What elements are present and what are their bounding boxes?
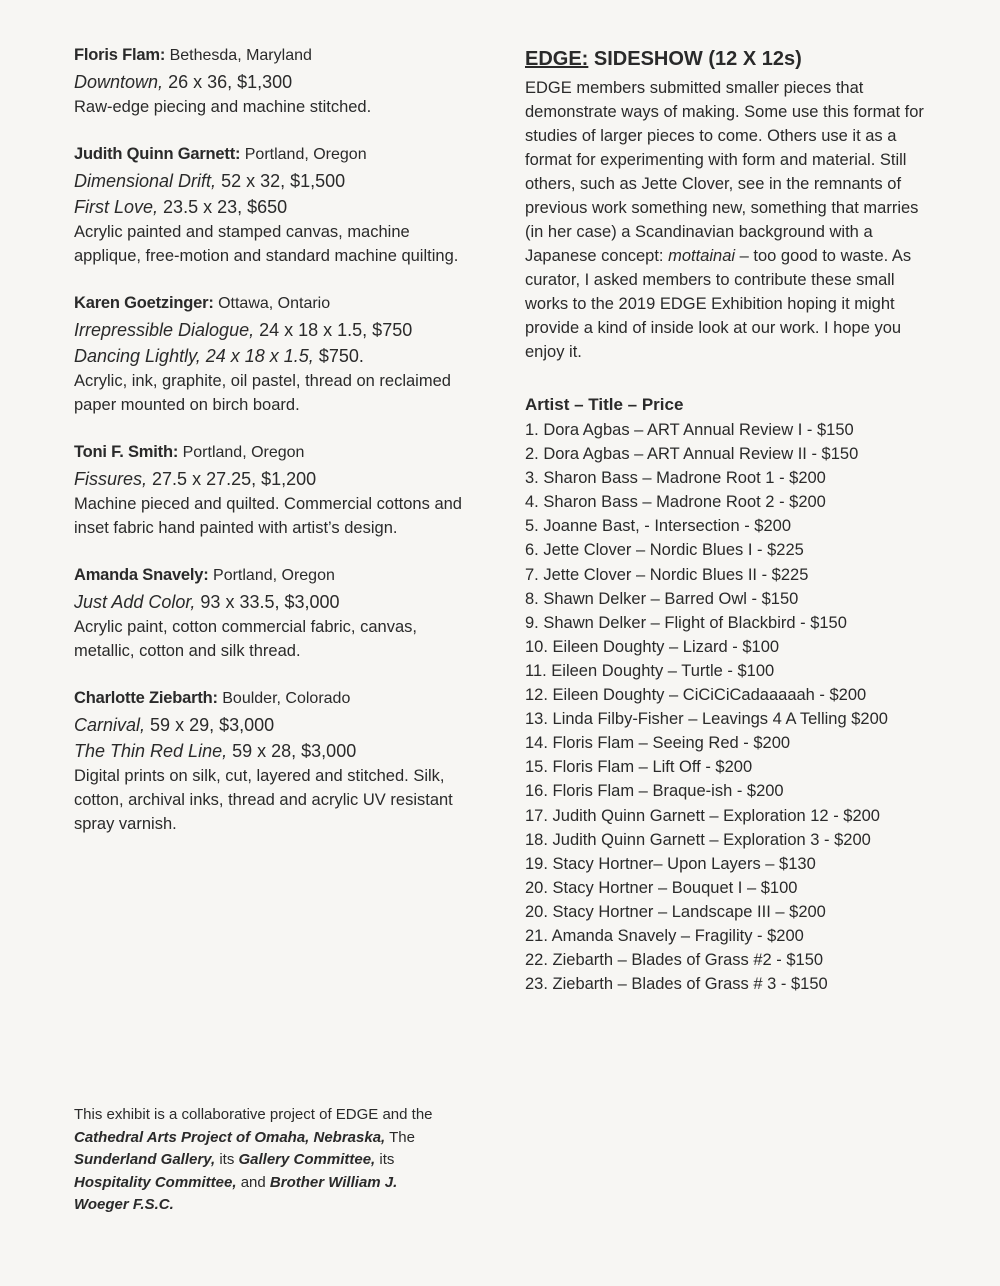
list-item: 22. Ziebarth – Blades of Grass #2 - $150 bbox=[525, 951, 824, 970]
intro-italic-term: mottainai bbox=[668, 247, 736, 265]
artwork-line bbox=[74, 194, 474, 220]
artist-name: Karen Goetzinger: bbox=[74, 294, 214, 312]
artwork-title: Downtown, bbox=[74, 72, 164, 92]
artist-name: Toni F. Smith: bbox=[74, 443, 179, 461]
list-item: 20. Stacy Hortner – Landscape III – $200 bbox=[525, 902, 826, 921]
artwork-title: Dancing Lightly, 24 x 18 x 1.5, bbox=[74, 346, 314, 366]
artwork-line bbox=[74, 168, 474, 194]
list-item: 11. Eileen Doughty – Turtle - $100 bbox=[525, 661, 775, 680]
artwork-title: The Thin Red Line, bbox=[74, 741, 228, 761]
artist-entry bbox=[74, 439, 474, 540]
artwork-line bbox=[74, 466, 474, 492]
artist-location: Boulder, Colorado bbox=[222, 690, 351, 707]
artwork-title: First Love, bbox=[74, 197, 159, 217]
list-item: 16. Floris Flam – Braque-ish - $200 bbox=[525, 782, 784, 801]
artwork-details: 93 x 33.5, $3,000 bbox=[200, 592, 340, 612]
artist-entry bbox=[74, 685, 474, 836]
artist-entry bbox=[74, 290, 474, 417]
list-item: 13. Linda Filby-Fisher – Leavings 4 A Telling $200 bbox=[525, 710, 888, 729]
list-item: 23. Ziebarth – Blades of Grass # 3 - $150 bbox=[525, 975, 828, 994]
artist-entry bbox=[74, 562, 474, 663]
artwork-title: Irrepressible Dialogue, bbox=[74, 320, 255, 340]
artwork-details: 52 x 32, $1,500 bbox=[221, 171, 346, 191]
list-item: 15. Floris Flam – Lift Off - $200 bbox=[525, 758, 753, 777]
artwork-details: 24 x 18 x 1.5, $750 bbox=[259, 320, 413, 340]
artist-entries-column bbox=[74, 42, 474, 858]
artwork-description: Acrylic painted and stamped canvas, machine applique, free-motion and standard machine quilting. bbox=[74, 223, 459, 265]
artwork-details: 26 x 36, $1,300 bbox=[168, 72, 293, 92]
list-item: 4. Sharon Bass – Madrone Root 2 - $200 bbox=[525, 493, 826, 512]
artist-entry bbox=[74, 141, 474, 268]
list-item: 14. Floris Flam – Seeing Red - $200 bbox=[525, 734, 791, 753]
artwork-line bbox=[74, 69, 474, 95]
artist-location: Ottawa, Ontario bbox=[218, 295, 331, 312]
list-item: 2. Dora Agbas – ART Annual Review II - $150 bbox=[525, 445, 859, 464]
list-item: 1. Dora Agbas – ART Annual Review I - $150 bbox=[525, 421, 854, 439]
artwork-line bbox=[74, 712, 474, 738]
artwork-details: $750. bbox=[318, 346, 364, 366]
artist-location: Portland, Oregon bbox=[182, 444, 305, 461]
artist-location: Portland, Oregon bbox=[244, 146, 367, 163]
price-list bbox=[525, 418, 925, 996]
artist-name: Floris Flam: bbox=[74, 46, 166, 64]
list-item: 10. Eileen Doughty – Lizard - $100 bbox=[525, 637, 780, 656]
intro-paragraph: EDGE members submitted smaller pieces that demonstrate ways of making. Some use this format for studies of larger pieces to come. Others use it as a format for experimenting with form and material. Still others, such as Jette Clover, see in the remnants of previous work something new, something that marries (in her case) a Scandinavian background with a Japanese concept: mottainai – too good to waste. As curator, I asked members to contribute these small works to the 2019 EDGE Exhibition hoping it might provide a kind of inside look at our work. I hope you enjoy it. bbox=[525, 79, 924, 361]
list-item: 5. Joanne Bast, - Intersection - $200 bbox=[525, 517, 791, 536]
artwork-description: Acrylic, ink, graphite, oil pastel, thread on reclaimed paper mounted on birch board. bbox=[74, 372, 451, 414]
artist-name: Amanda Snavely: bbox=[74, 566, 209, 584]
section-heading bbox=[525, 44, 925, 74]
list-item: 8. Shawn Delker – Barred Owl - $150 bbox=[525, 589, 799, 608]
list-item: 9. Shawn Delker – Flight of Blackbird - $150 bbox=[525, 613, 847, 632]
list-item: 20. Stacy Hortner – Bouquet I – $100 bbox=[525, 878, 798, 897]
artwork-details: 59 x 28, $3,000 bbox=[232, 741, 357, 761]
artwork-description: Acrylic paint, cotton commercial fabric, canvas, metallic, cotton and silk thread. bbox=[74, 618, 417, 660]
list-item: 12. Eileen Doughty – CiCiCiCadaaaaah - $200 bbox=[525, 686, 867, 705]
artwork-title: Just Add Color, bbox=[74, 592, 196, 612]
list-item: 6. Jette Clover – Nordic Blues I - $225 bbox=[525, 541, 804, 560]
artist-name: Judith Quinn Garnett: bbox=[74, 145, 241, 163]
heading-edge-label: EDGE: bbox=[525, 48, 589, 70]
artwork-title: Dimensional Drift, bbox=[74, 171, 217, 191]
list-item: 3. Sharon Bass – Madrone Root 1 - $200 bbox=[525, 469, 826, 488]
list-item: 21. Amanda Snavely – Fragility - $200 bbox=[525, 926, 804, 945]
artwork-line bbox=[74, 589, 474, 615]
artist-location: Bethesda, Maryland bbox=[169, 47, 312, 64]
artwork-line bbox=[74, 343, 474, 369]
acknowledgement-note: This exhibit is a collaborative project of EDGE and the Cathedral Arts Project of Omaha, Nebraska, The Sunderland Gallery, its Gallery Committee, its Hospitality Committee, and Brother William J. Woeger F.S.C. bbox=[74, 1106, 433, 1213]
sideshow-section bbox=[525, 42, 925, 996]
list-item: 19. Stacy Hortner– Upon Layers – $130 bbox=[525, 854, 816, 873]
list-header: Artist – Title – Price bbox=[525, 395, 684, 414]
artwork-line bbox=[74, 738, 474, 764]
artwork-title: Fissures, bbox=[74, 469, 148, 489]
list-item: 18. Judith Quinn Garnett – Exploration 3 - $200 bbox=[525, 830, 871, 849]
artist-name: Charlotte Ziebarth: bbox=[74, 689, 218, 707]
list-item: 7. Jette Clover – Nordic Blues II - $225 bbox=[525, 565, 809, 584]
artwork-details: 23.5 x 23, $650 bbox=[163, 197, 288, 217]
artwork-title: Carnival, bbox=[74, 715, 146, 735]
artwork-line bbox=[74, 317, 474, 343]
artwork-details: 59 x 29, $3,000 bbox=[150, 715, 275, 735]
artwork-description: Machine pieced and quilted. Commercial cottons and inset fabric hand painted with artist’s design. bbox=[74, 495, 462, 537]
artwork-description: Digital prints on silk, cut, layered and stitched. Silk, cotton, archival inks, thread and acrylic UV resistant spray varnish. bbox=[74, 767, 453, 833]
artwork-details: 27.5 x 27.25, $1,200 bbox=[152, 469, 317, 489]
artwork-description: Raw-edge piecing and machine stitched. bbox=[74, 98, 372, 116]
artist-location: Portland, Oregon bbox=[213, 567, 335, 584]
heading-title: SIDESHOW (12 X 12s) bbox=[593, 48, 802, 70]
list-item: 17. Judith Quinn Garnett – Exploration 12 - $200 bbox=[525, 806, 880, 825]
artist-entry bbox=[74, 42, 474, 119]
